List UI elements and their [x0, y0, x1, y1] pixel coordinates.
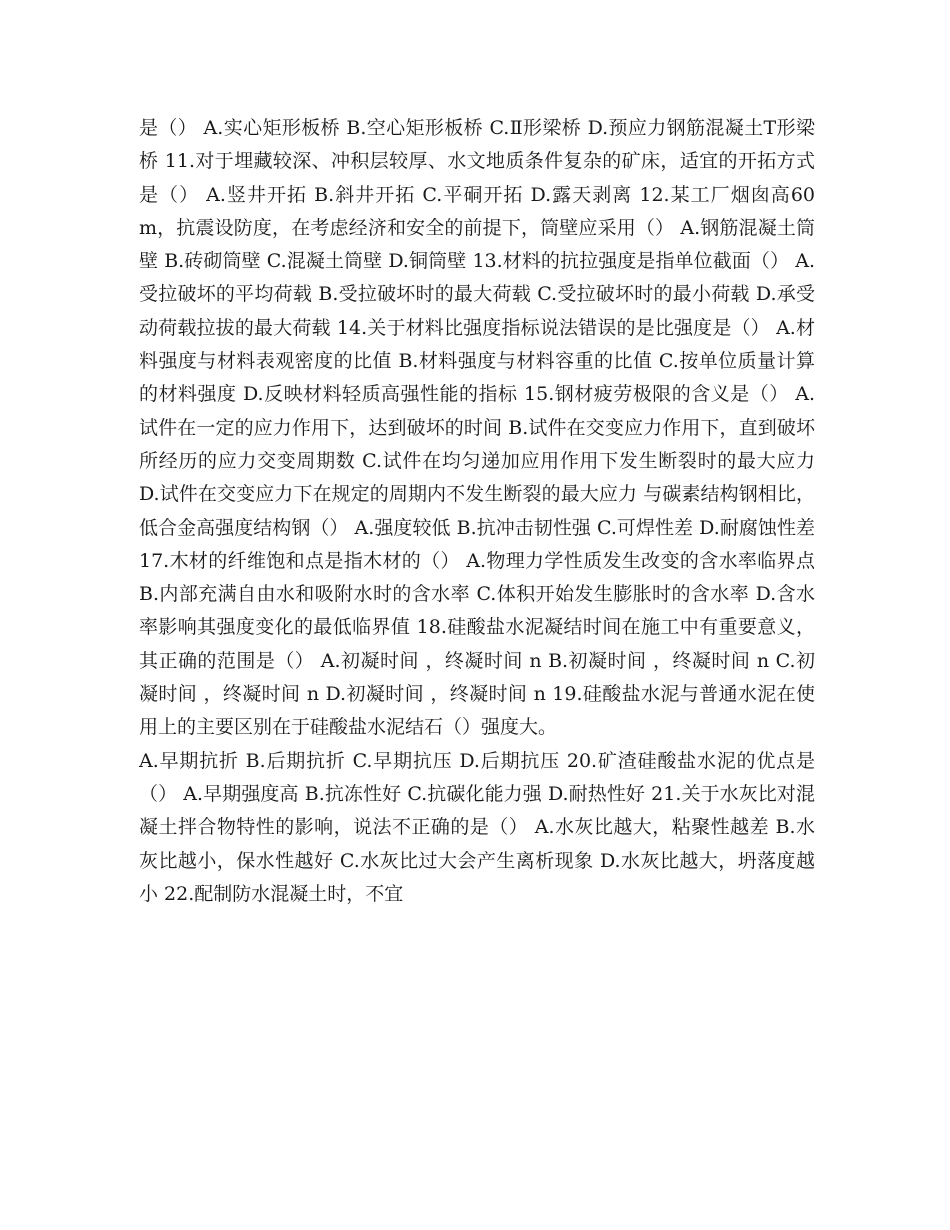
document-body: [139, 112, 815, 911]
paragraph-questions-10-19: 是（） A.实心矩形板桥 B.空心矩形板桥 C.Ⅱ形梁桥 D.预应力钢筋混凝土T形梁桥 11.对于埋藏较深、冲积层较厚、水文地质条件复杂的矿床，适宜的开拓方式是（） A.竖井开拓 B.斜井开拓 C.平硐开拓 D.露天剥离 12.某工厂烟囱高60m，抗震设防度，在考虑经济和安全的前提下，筒壁应采用（） A.钢筋混凝土筒壁 B.砖砌筒壁 C.混凝土筒壁 D.铜筒壁 13.材料的抗拉强度是指单位截面（） A.受拉破坏的平均荷载 B.受拉破坏时的最大荷载 C.受拉破坏时的最小荷载 D.承受动荷载拉拔的最大荷载 14.关于材料比强度指标说法错误的是比强度是（） A.材料强度与材料表观密度的比值 B.材料强度与材料容重的比值 C.按单位质量计算的材料强度 D.反映材料轻质高强性能的指标 15.钢材疲劳极限的含义是（） A.试件在一定的应力作用下，达到破坏的时间 B.试件在交变应力作用下，直到破坏所经历的应力交变周期数 C.试件在均匀递加应用作用下发生断裂时的最大应力 D.试件在交变应力下在规定的周期内不发生断裂的最大应力 与碳素结构钢相比，低合金高强度结构钢（） A.强度较低 B.抗冲击韧性强 C.可焊性差 D.耐腐蚀性差 17.木材的纤维饱和点是指木材的（） A.物理力学性质发生改变的含水率临界点 B.内部充满自由水和吸附水时的含水率 C.体积开始发生膨胀时的含水率 D.含水率影响其强度变化的最低临界值 18.硅酸盐水泥凝结时间在施工中有重要意义，其正确的范围是（） A.初凝时间 ，终凝时间 n B.初凝时间 ，终凝时间 n C.初凝时间 ，终凝时间 n D.初凝时间 ，终凝时间 n 19.硅酸盐水泥与普通水泥在使用上的主要区别在于硅酸盐水泥结石（）强度大。: [139, 117, 815, 739]
paragraph-questions-19-22: A.早期抗折 B.后期抗折 C.早期抗压 D.后期抗压 20.矿渣硅酸盐水泥的优点是（） A.早期强度高 B.抗冻性好 C.抗碳化能力强 D.耐热性好 21.关于水灰比对混凝土拌合物特性的影响，说法不正确的是（） A.水灰比越大，粘聚性越差 B.水灰比越小，保水性越好 C.水灰比过大会产生离析现象 D.水灰比越大，坍落度越小 22.配制防水混凝土时，不宜: [139, 749, 815, 905]
